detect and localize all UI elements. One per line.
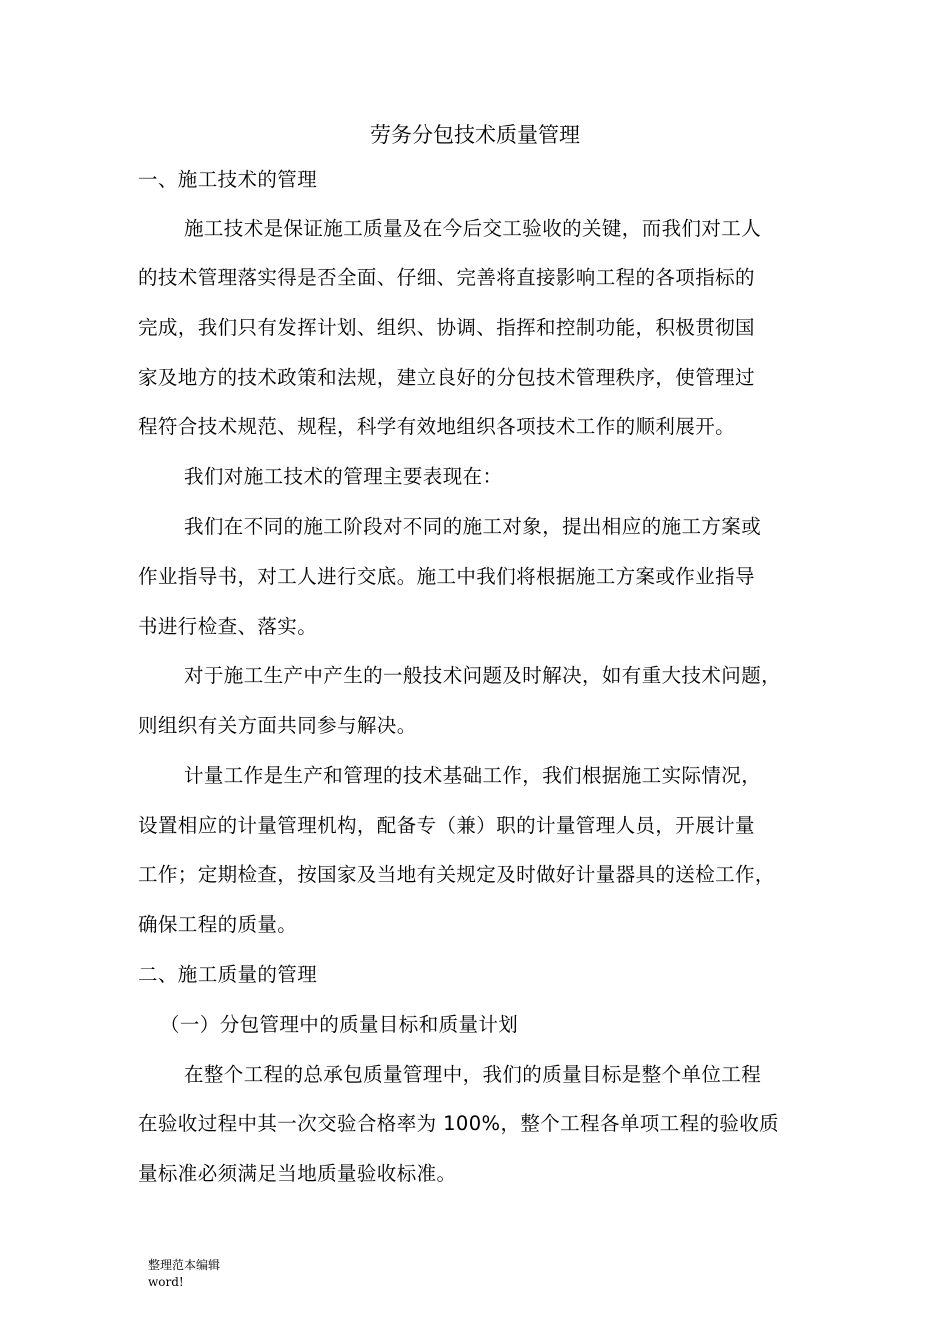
footer-note-word: word! (148, 1275, 184, 1289)
paragraph-line: 作业指导书，对工人进行交底。施工中我们将根据施工方案或作业指导 (138, 565, 755, 588)
paragraph-line: 我们对施工技术的管理主要表现在： (184, 465, 503, 488)
paragraph-line: 确保工程的质量。 (138, 913, 298, 936)
paragraph-line: 我们在不同的施工阶段对不同的施工对象，提出相应的施工方案或 (184, 515, 762, 538)
paragraph-line: 施工技术是保证施工质量及在今后交工验收的关键，而我们对工人 (184, 217, 762, 240)
paragraph-line: 设置相应的计量管理机构，配备专（兼）职的计量管理人员，开展计量 (138, 814, 755, 837)
paragraph-line: 书进行检查、落实。 (138, 615, 318, 638)
paragraph-line: 计量工作是生产和管理的技术基础工作，我们根据施工实际情况， (184, 764, 762, 787)
footer-note: 整理范本编辑 (148, 1258, 221, 1272)
paragraph-line: 在验收过程中其一次交验合格率为 100%，整个工程各单项工程的验收质 (138, 1112, 780, 1135)
section-heading-2: 二、施工质量的管理 (138, 963, 318, 986)
paragraph-line: 家及地方的技术政策和法规，建立良好的分包技术管理秩序，使管理过 (138, 366, 755, 389)
document-title: 劳务分包技术质量管理 (370, 123, 580, 147)
paragraph-line: 量标准必须满足当地质量验收标准。 (138, 1162, 457, 1185)
paragraph-line: 的技术管理落实得是否全面、仔细、完善将直接影响工程的各项指标的 (138, 266, 755, 289)
section-heading-1: 一、施工技术的管理 (138, 168, 318, 191)
paragraph-line: 则组织有关方面共同参与解决。 (138, 714, 417, 737)
paragraph-line: 程符合技术规范、规程，科学有效地组织各项技术工作的顺利展开。 (138, 415, 736, 438)
subsection-heading: （一）分包管理中的质量目标和质量计划 (160, 1013, 519, 1036)
paragraph-line: 在整个工程的总承包质量管理中，我们的质量目标是整个单位工程 (184, 1063, 762, 1086)
paragraph-line: 对于施工生产中产生的一般技术问题及时解决，如有重大技术问题， (184, 664, 782, 687)
paragraph-line: 完成，我们只有发挥计划、组织、协调、指挥和控制功能，积极贯彻国 (138, 316, 755, 339)
paragraph-line: 工作；定期检查，按国家及当地有关规定及时做好计量器具的送检工作， (138, 863, 775, 886)
